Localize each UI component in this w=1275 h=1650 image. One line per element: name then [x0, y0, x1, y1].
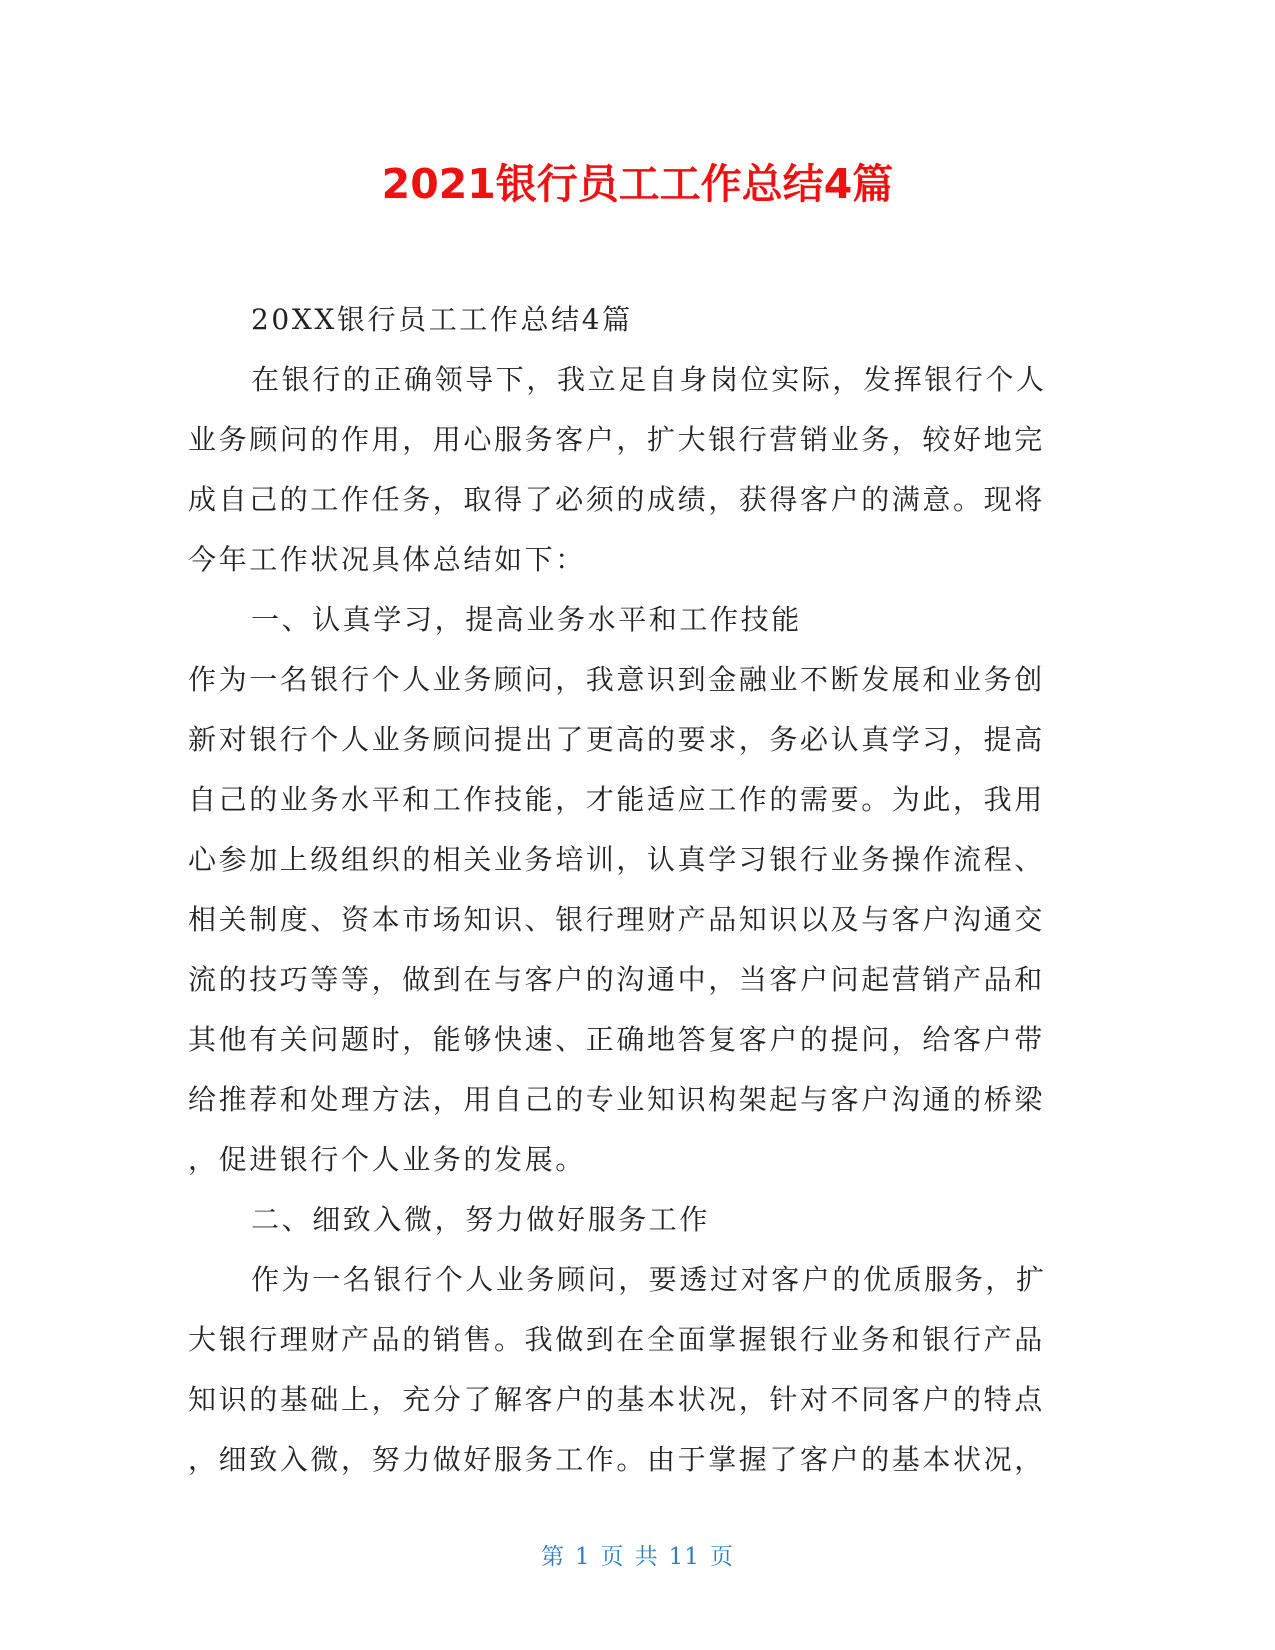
paragraph-line: 在银行的正确领导下，我立足自身岗位实际，发挥银行个人 — [251, 363, 1047, 396]
paragraph-line: 今年工作状况具体总结如下： — [188, 543, 586, 576]
paragraph-line: 流的技巧等等，做到在与客户的沟通中，当客户问起营销产品和 — [188, 963, 1045, 996]
paragraph-line: 成自己的工作任务，取得了必须的成绩，获得客户的满意。现将 — [188, 483, 1045, 516]
footer-total-label: 共 — [634, 1544, 659, 1570]
document-body — [188, 290, 1068, 1490]
paragraph-line: 心参加上级组织的相关业务培训，认真学习银行业务操作流程、 — [188, 843, 1045, 876]
paragraph-line: 新对银行个人业务顾问提出了更高的要求，务必认真学习，提高 — [188, 723, 1045, 756]
paragraph-line: 自己的业务水平和工作技能，才能适应工作的需要。为此，我用 — [188, 783, 1045, 816]
footer-total-unit: 页 — [709, 1544, 734, 1570]
paragraph-line: 知识的基础上，充分了解客户的基本状况，针对不同客户的特点 — [188, 1383, 1045, 1416]
paragraph-line: 作为一名银行个人业务顾问，我意识到金融业不断发展和业务创 — [188, 663, 1045, 696]
page-footer — [0, 1542, 1275, 1572]
paragraph-line: 给推荐和处理方法，用自己的专业知识构架起与客户沟通的桥梁 — [188, 1083, 1045, 1116]
paragraph-line: 相关制度、资本市场知识、银行理财产品知识以及与客户沟通交 — [188, 903, 1045, 936]
total-pages-number: 11 — [668, 1544, 700, 1570]
paragraph-line: 作为一名银行个人业务顾问，要透过对客户的优质服务，扩 — [251, 1263, 1047, 1296]
paragraph-line: ，细致入微，努力做好服务工作。由于掌握了客户的基本状况， — [188, 1443, 1045, 1476]
document-title: 2021银行员工工作总结4篇 — [381, 160, 894, 208]
subtitle-line: 20XX银行员工工作总结4篇 — [251, 303, 633, 336]
section-heading-1: 一、认真学习，提高业务水平和工作技能 — [251, 603, 802, 636]
paragraph-line: 业务顾问的作用，用心服务客户，扩大银行营销业务，较好地完 — [188, 423, 1045, 456]
section-heading-2: 二、细致入微，努力做好服务工作 — [251, 1203, 711, 1236]
paragraph-line: 其他有关问题时，能够快速、正确地答复客户的提问，给客户带 — [188, 1023, 1045, 1056]
footer-page-label: 第 — [541, 1544, 566, 1570]
paragraph-line: 大银行理财产品的销售。我做到在全面掌握银行业务和银行产品 — [188, 1323, 1045, 1356]
current-page-number: 1 — [575, 1544, 591, 1570]
paragraph-line: ，促进银行个人业务的发展。 — [188, 1143, 586, 1176]
footer-page-unit: 页 — [600, 1544, 625, 1570]
